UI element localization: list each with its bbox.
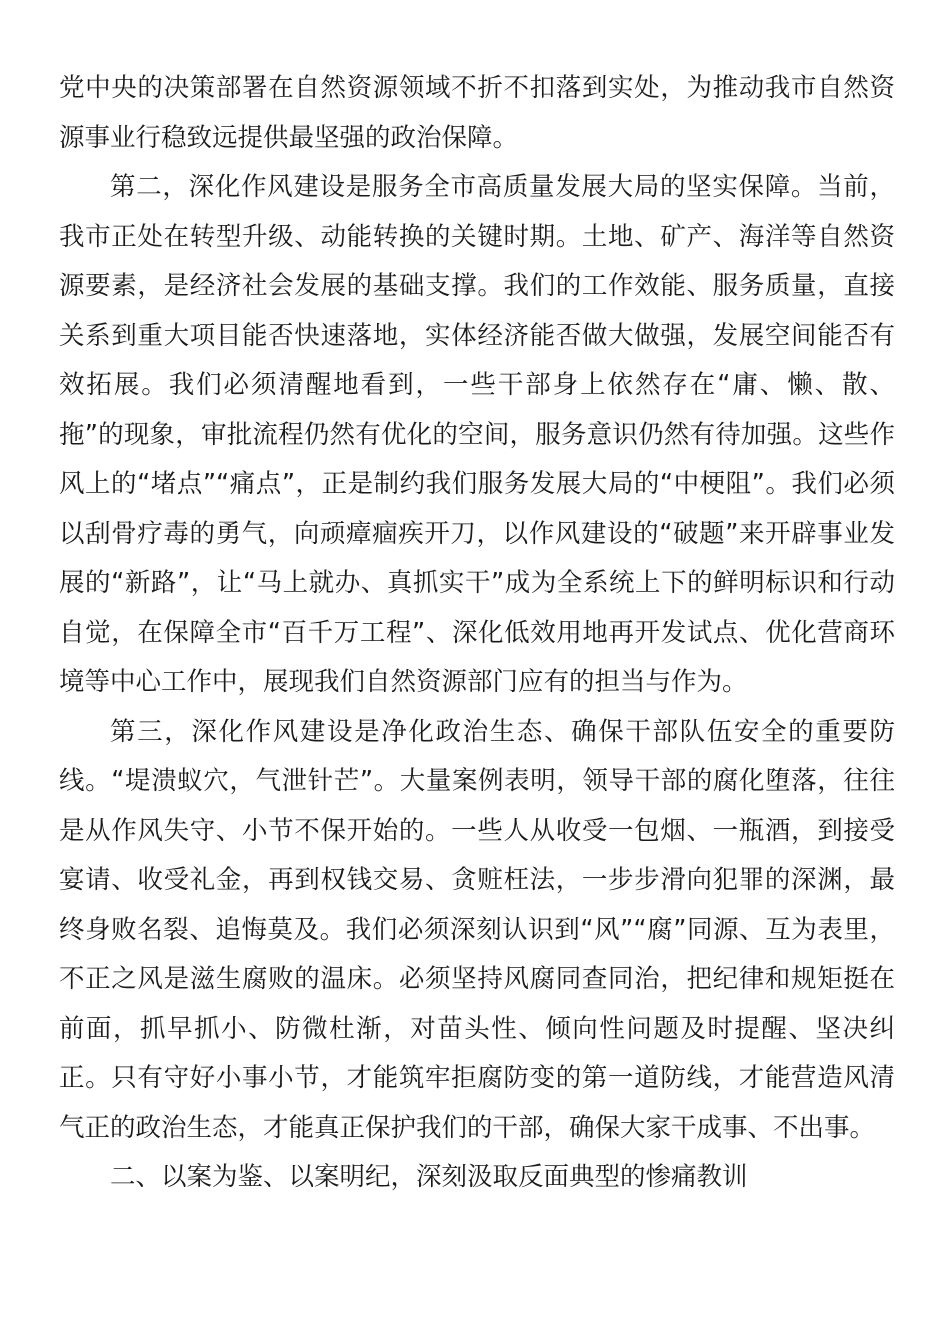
document-body [59,64,895,1203]
paragraph-third-point: 第三，深化作风建设是净化政治生态、确保干部队伍安全的重要防线。“堤溃蚁穴，气泄针芒”。大量案例表明，领导干部的腐化堕落，往往是从作风失守、小节不保开始的。一些人从收受一包烟、一瓶酒，到接受宴请、收受礼金，再到权钱交易、贪赃枉法，一步步滑向犯罪的深渊，最终身败名裂、追悔莫及。我们必须深刻认识到“风”“腐”同源、互为表里，不正之风是滋生腐败的温床。必须坚持风腐同查同治，把纪律和规矩挺在前面，抓早抓小、防微杜渐，对苗头性、倾向性问题及时提醒、坚决纠正。只有守好小事小节，才能筑牢拒腐防变的第一道防线，才能营造风清气正的政治生态，才能真正保护我们的干部，确保大家干成事、不出事。 [59,716,895,1143]
paragraph-second-point: 第二，深化作风建设是服务全市高质量发展大局的坚实保障。当前，我市正处在转型升级、动能转换的关键时期。土地、矿产、海洋等自然资源要素，是经济社会发展的基础支撑。我们的工作效能、服务质量，直接关系到重大项目能否快速落地，实体经济能否做大做强，发展空间能否有效拓展。我们必须清醒地看到，一些干部身上依然存在“庸、懒、散、拖”的现象，审批流程仍然有优化的空间，服务意识仍然有待加强。这些作风上的“堵点”“痛点”，正是制约我们服务发展大局的“中梗阻”。我们必须以刮骨疗毒的勇气，向顽瘴痼疾开刀，以作风建设的“破题”来开辟事业发展的“新路”，让“马上就办、真抓实干”成为全系统上下的鲜明标识和行动自觉，在保障全市“百千万工程”、深化低效用地再开发试点、优化营商环境等中心工作中，展现我们自然资源部门应有的担当与作为。 [59,172,895,697]
section-heading: 二、以案为鉴、以案明纪，深刻汲取反面典型的惨痛教训 [110,1162,748,1192]
paragraph-continuation: 党中央的决策部署在自然资源领域不折不扣落到实处，为推动我市自然资源事业行稳致远提供最坚强的政治保障。 [59,73,895,153]
